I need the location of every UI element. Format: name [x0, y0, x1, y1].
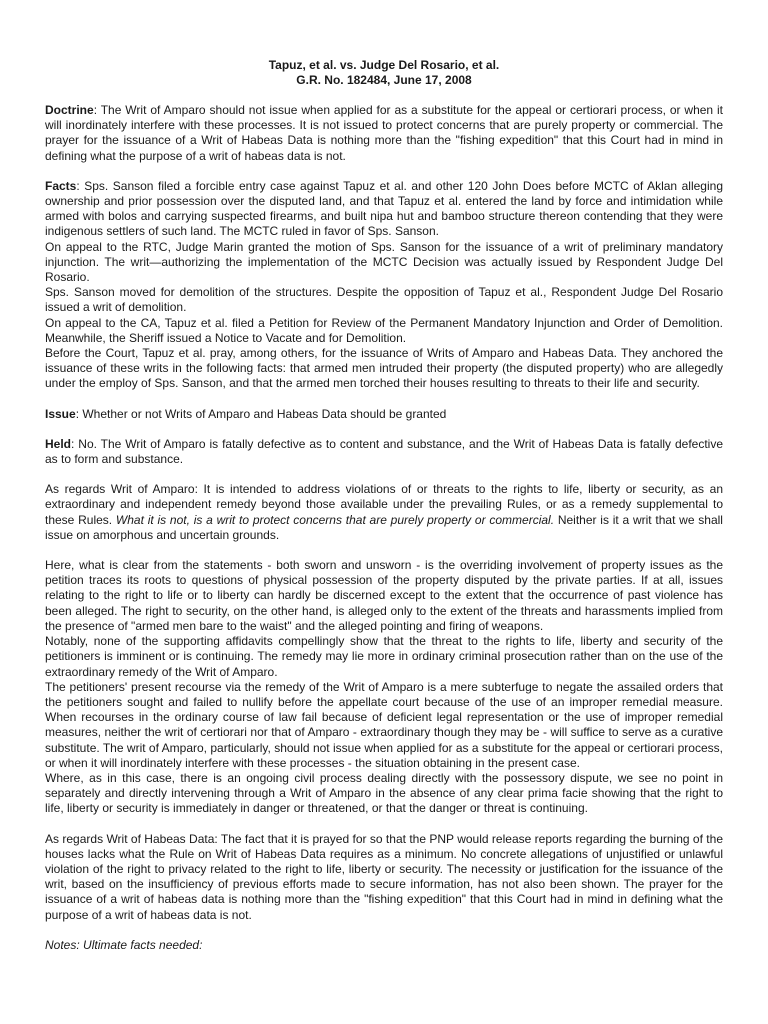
notes-label: Notes	[45, 937, 77, 952]
facts-paragraph-3: Sps. Sanson moved for demolition of the structures. Despite the opposition of Tapuz et al., Respondent Judge Del Rosario issued a writ of demolition.	[45, 285, 723, 315]
doctrine-paragraph	[45, 103, 723, 164]
facts-paragraph-4: On appeal to the CA, Tapuz et al. filed a Petition for Review of the Permanent Mandatory Injunction and Order of Demolition. Meanwhile, the Sheriff issued a Notice to Vacate and for Demolition.	[45, 315, 723, 345]
doctrine-text: : The Writ of Amparo should not issue when applied for as a substitute for the appeal or certiorari process, or when it will inordinately interfere with these processes. It is not issued to protect concerns that are purely property or commercial. The prayer for the issuance of a Writ of Habeas Data is nothing more than the "fishing expedition" that this Court had in mind in defining what the purpose of a writ of habeas data is not.	[45, 103, 723, 163]
facts-paragraph-1	[45, 179, 723, 240]
held-text: : No. The Writ of Amparo is fatally defective as to content and substance, and the Writ of Habeas Data is fatally defective as to form and substance.	[45, 436, 723, 467]
analysis-paragraph-4: Where, as in this case, there is an ongoing civil process dealing directly with the possessory dispute, we see no point in separately and directly intervening through a Writ of Amparo in the absence of any clear prima facie showing that the right to life, liberty or security is immediately in danger or threatened, or that the danger or threat is continuing.	[45, 770, 723, 816]
amparo-paragraph	[45, 482, 723, 543]
facts-text-1: : Sps. Sanson filed a forcible entry case against Tapuz et al. and other 120 John Does before MCTC of Aklan alleging ownership and prior possession over the disputed land, and that Tapuz et al. entered the land by force and intimidation while armed with bolos and carrying suspected firearms, and built nipa hut and bamboo structure thereon contending that they were indigenous settlers of such land. The MCTC ruled in favor of Sps. Sanson.	[45, 178, 723, 239]
case-title: Tapuz, et al. vs. Judge Del Rosario, et al.	[268, 58, 500, 72]
doctrine-label: Doctrine	[45, 103, 94, 117]
facts-label: Facts	[45, 178, 77, 193]
analysis-paragraph-3: The petitioners' present recourse via the remedy of the Writ of Amparo is a mere subterfuge to negate the assailed orders that the petitioners sought and failed to nullify before the appellate court because of the use of an improper remedial measure. When recourses in the ordinary course of law fail because of deficient legal representation or the use of improper remedial measures, neither the writ of certiorari nor that of Amparo - extraordinary though they may be - will suffice to serve as a curative substitute. The writ of Amparo, particularly, should not issue when applied for as a substitute for the appeal or certiorari process, or when it will inordinately interfere with these processes - the situation obtaining in the present case.	[45, 679, 723, 770]
case-citation: G.R. No. 182484, June 17, 2008	[296, 73, 472, 87]
facts-paragraph-5: Before the Court, Tapuz et al. pray, among others, for the issuance of Writs of Amparo and Habeas Data. They anchored the issuance of these writs in the following facts: that armed men intruded their property (the disputed property) who are allegedly under the employ of Sps. Sanson, and that the armed men torched their houses resulting to threats to their life and security.	[45, 346, 723, 391]
notes-paragraph	[45, 938, 723, 953]
habeas-data-paragraph: As regards Writ of Habeas Data: The fact that it is prayed for so that the PNP would release reports regarding the burning of the houses lacks what the Rule on Writ of Habeas Data requires as a minimum. No concrete allegations of unjustified or unlawful violation of the right to privacy related to the right to life, liberty or security. The necessity or justification for the issuance of the writ, based on the insufficiency of previous efforts made to secure information, has not also been shown. The prayer for the issuance of a writ of habeas data is nothing more than the "fishing expedition" that this Court had in mind in defining what the purpose of a writ of habeas data is not.	[45, 831, 723, 922]
issue-label: Issue	[45, 406, 76, 421]
facts-paragraph-2: On appeal to the RTC, Judge Marin granted the motion of Sps. Sanson for the issuance of a writ of preliminary mandatory injunction. The writ—authorizing the implementation of the MCTC Decision was actually issued by Respondent Judge Del Rosario.	[45, 239, 723, 285]
analysis-paragraph-2: Notably, none of the supporting affidavits compellingly show that the threat to the rights to life, liberty and security of the petitioners is imminent or is continuing. The remedy may lie more in ordinary criminal prosecution rather than on the use of the extraordinary remedy of the Writ of Amparo.	[45, 634, 723, 679]
held-label: Held	[45, 436, 72, 451]
amparo-lead: As regards Writ of Amparo: It is intended to address violations of or threats to the rights to life, liberty or security, as an extraordinary and independent remedy beyond those available under the prevailing Rules, or as a remedy supplemental to these Rules.	[45, 482, 723, 527]
issue-paragraph	[45, 407, 723, 422]
amparo-italic: What it is not, is a writ to protect concerns that are purely property or commercial.	[115, 512, 555, 527]
notes-text: : Ultimate facts needed:	[76, 937, 203, 952]
issue-text: : Whether or not Writs of Amparo and Habeas Data should be granted	[75, 406, 447, 421]
held-paragraph	[45, 437, 723, 467]
analysis-paragraph-1: Here, what is clear from the statements - both sworn and unsworn - is the overriding involvement of property issues as the petition traces its roots to questions of physical possession of the property disputed by the private parties. If at all, issues relating to the right to life or to liberty can hardly be discerned except to the extent that the occurrence of past violence has been alleged. The right to security, on the other hand, is alleged only to the extent of the threats and harassments implied from the presence of "armed men bare to the waist" and the alleged pointing and firing of weapons.	[45, 558, 723, 633]
amparo-tail: Neither is it a writ that we shall issue on amorphous and uncertain grounds.	[45, 512, 723, 542]
